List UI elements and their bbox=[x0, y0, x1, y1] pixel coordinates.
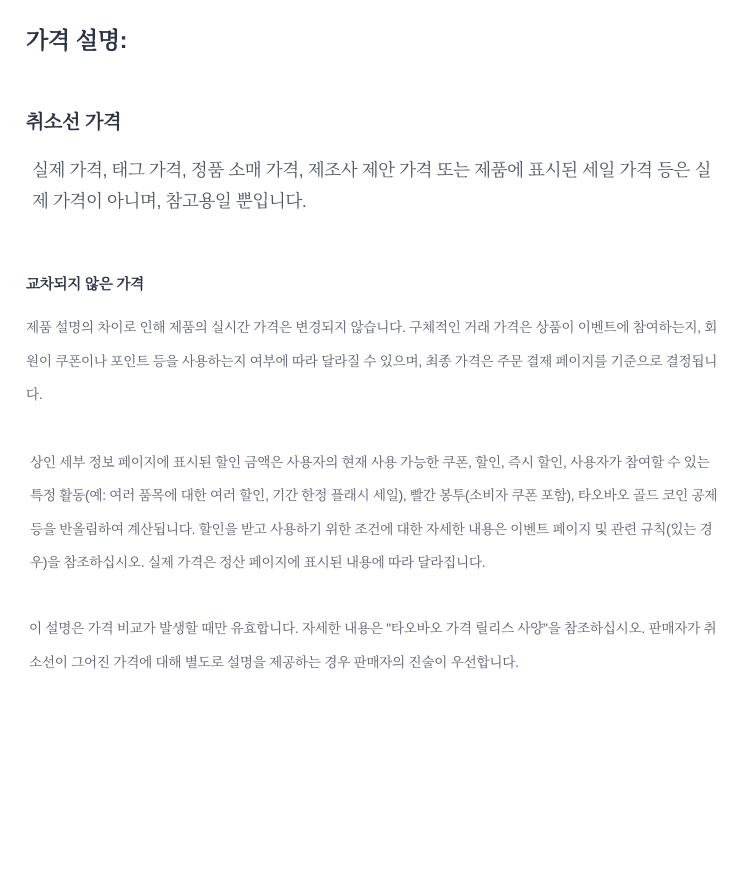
section-title-strikethrough-price: 취소선 가격 bbox=[26, 112, 122, 133]
paragraph-discount-calculation: 상인 세부 정보 페이지에 표시된 할인 금액은 사용자의 현재 사용 가능한 쿠폰, 할인, 즉시 할인, 사용자가 참여할 수 있는 특정 활동(예: 여러 품목에 대한 여러 할인, 기간 한정 플래시 세일), 빨간 봉투(소비자 쿠폰 포함), 타오바오 골드 코인 공제 등을 반올림하여 계산됩니다. 할인을 받고 사용하기 위한 조건에 대한 자세한 내용은 이벤트 페이지 및 관련 규칙(있는 경우)을 참조하십시오. 실제 가격은 정산 페이지에 표시된 내용에 따라 달라집니다. bbox=[30, 455, 718, 571]
section-lede-text: 실제 가격, 태그 가격, 정품 소매 가격, 제조사 제안 가격 또는 제품에 표시된 세일 가격 등은 실제 가격이 아니며, 참고용일 뿐입니다. bbox=[32, 160, 711, 211]
page-title: 가격 설명: bbox=[26, 27, 128, 53]
paragraph-price-comparison-note: 이 설명은 가격 비교가 발생할 때만 유효합니다. 자세한 내용은 "타오바오 가격 릴리스 사양"을 참조하십시오. 판매자가 취소선이 그어진 가격에 대해 별도로 설명을 제공하는 경우 판매자의 진술이 우선합니다. bbox=[29, 621, 717, 670]
subsection-title-non-crossed-price: 교차되지 않은 가격 bbox=[26, 277, 145, 294]
paragraph-realtime-price: 제품 설명의 차이로 인해 제품의 실시간 가격은 변경되지 않습니다. 구체적인 거래 가격은 상품이 이벤트에 참여하는지, 회원이 쿠폰이나 포인트 등을 사용하는지 여부에 따라 달라질 수 있으며, 최종 가격은 주문 결제 페이지를 기준으로 결정됩니다. bbox=[26, 320, 718, 402]
